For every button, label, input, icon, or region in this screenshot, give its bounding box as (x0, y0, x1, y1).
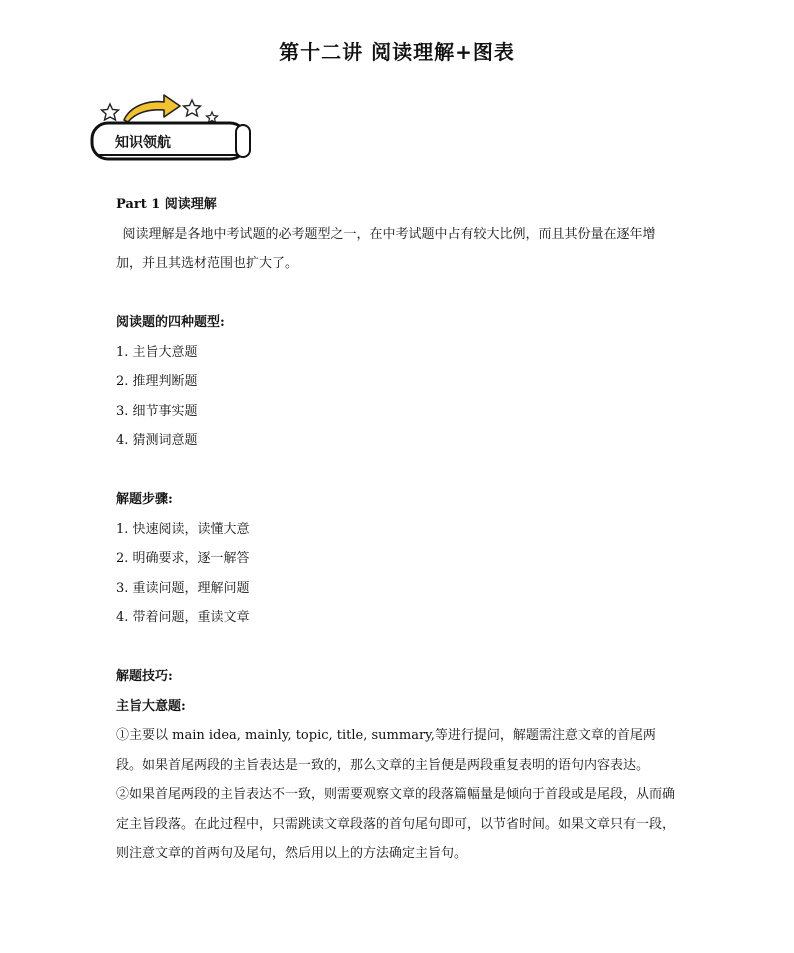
list-item: 3. 重读问题，理解问题 (116, 580, 250, 596)
skills-heading: 解题技巧: (116, 669, 173, 684)
document-body (116, 190, 681, 869)
list-item: 2. 明确要求，逐一解答 (116, 551, 250, 566)
types-heading: 阅读题的四种题型: (116, 315, 225, 330)
steps-heading: 解题步骤: (116, 492, 173, 507)
part1-intro: 阅读理解是各地中考试题的必考题型之一，在中考试题中占有较大比例，而且其份量在逐年增加，并且其选材范围也扩大了。 (116, 226, 656, 271)
badge-label: 知识领航 (115, 135, 171, 151)
skills-subheading: 主旨大意题: (116, 698, 186, 714)
list-item: 1. 主旨大意题 (116, 344, 198, 360)
list-item: 4. 猜测词意题 (116, 433, 198, 448)
page-title: 第十二讲 阅读理解+图表 (279, 40, 515, 64)
arrow-stars-banner-icon (88, 92, 258, 164)
skills-paragraph-1: ①主要以 main idea, mainly, topic, title, summary,等进行提问，解题需注意文章的首尾两段。如果首尾两段的主旨表达是一致的，那么文章的主旨便是两段重复表明的语句内容表达。 (116, 728, 656, 773)
list-item: 2. 推理判断题 (116, 374, 198, 389)
part1-heading: Part 1 阅读理解 (116, 197, 217, 212)
list-item: 3. 细节事实题 (116, 403, 198, 419)
skills-paragraph-2: ②如果首尾两段的主旨表达不一致，则需要观察文章的段落篇幅量是倾向于首段或是尾段，从而确定主旨段落。在此过程中，只需跳读文章段落的首句尾句即可，以节省时间。如果文章只有一段，则注意文章的首两句及尾句，然后用以上的方法确定主旨句。 (116, 787, 676, 861)
list-item: 1. 快速阅读，读懂大意 (116, 521, 250, 537)
section-badge (88, 92, 258, 164)
list-item: 4. 带着问题，重读文章 (116, 610, 250, 625)
